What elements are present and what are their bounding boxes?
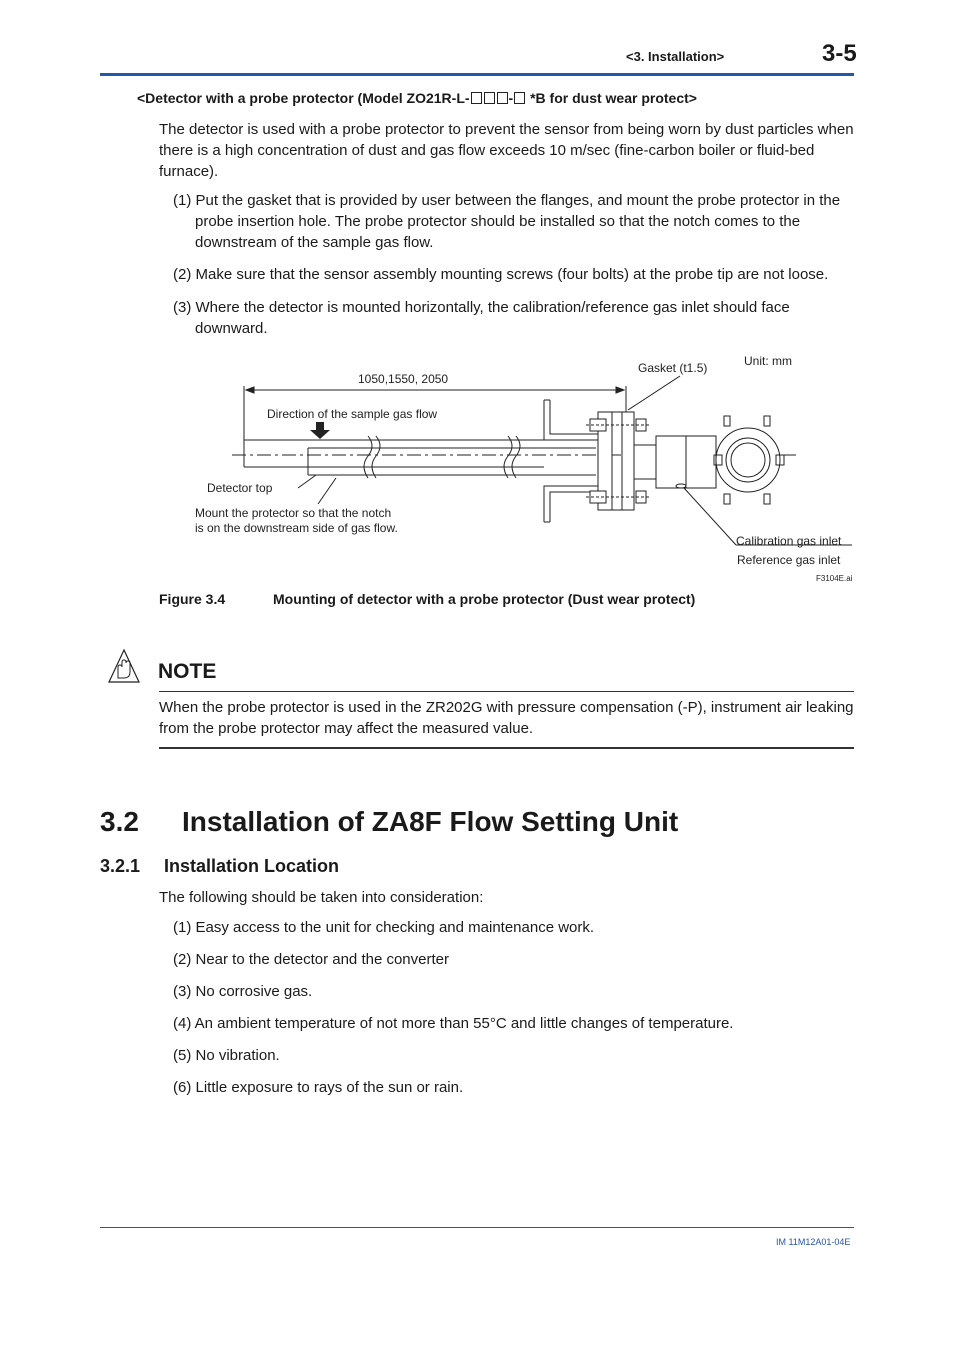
length-label: 1050,1550, 2050	[358, 372, 449, 386]
header-rule	[100, 73, 854, 76]
detector-top-label: Detector top	[207, 481, 273, 495]
subheading-prefix: <Detector with a probe protector (Model ZO21R-L-	[137, 90, 470, 106]
detector-step-3: (3) Where the detector is mounted horizontally, the calibration/reference gas inlet should face downward.	[173, 299, 790, 337]
location-item-5: (5) No vibration.	[173, 1047, 280, 1064]
unit-label: Unit: mm	[744, 354, 792, 368]
placeholder-box	[471, 92, 482, 104]
subheading-suffix: *B for dust wear protect>	[526, 90, 697, 106]
running-header-chapter: <3. Installation>	[626, 49, 725, 64]
figure-caption: Mounting of detector with a probe protector (Dust wear protect)	[273, 591, 696, 607]
detector-step-2: (2) Make sure that the sensor assembly mounting screws (four bolts) at the probe tip are not loose.	[173, 266, 829, 283]
document-id: IM 11M12A01-04E	[776, 1237, 851, 1247]
placeholder-box	[497, 92, 508, 104]
detector-subheading	[137, 90, 697, 106]
subheading-dash: -	[508, 90, 514, 106]
note-title: NOTE	[158, 660, 217, 683]
mount-note-line2: is on the downstream side of gas flow.	[195, 521, 398, 535]
reference-label: Reference gas inlet	[737, 553, 841, 567]
gas-flow-arrow-icon	[310, 422, 330, 439]
direction-label: Direction of the sample gas flow	[267, 407, 438, 421]
detector-intro: The detector is used with a probe protector to prevent the sensor from being worn by dust particles when there is a high concentration of dust and gas flow exceeds 10 m/sec (fine-carbon boiler or fluid-bed furnace).	[159, 121, 854, 180]
section-title: Installation of ZA8F Flow Setting Unit	[182, 806, 679, 837]
hand-caution-icon	[107, 648, 141, 684]
page-number: 3-5	[822, 40, 857, 67]
subsection-number: 3.2.1	[100, 856, 141, 876]
placeholder-box	[484, 92, 495, 104]
location-intro: The following should be taken into consideration:	[159, 889, 484, 906]
note-text: When the probe protector is used in the ZR202G with pressure compensation (-P), instrument air leaking from the probe protector may affect the measured value.	[159, 699, 854, 737]
figure-file-id: F3104E.ai	[816, 574, 853, 583]
location-item-3: (3) No corrosive gas.	[173, 983, 313, 1000]
subsection-title: Installation Location	[164, 856, 340, 876]
detector-step-1: (1) Put the gasket that is provided by user between the flanges, and mount the probe protector in the probe insertion hole. The probe protector should be installed so that the notch comes to the downstream of the sample gas flow.	[173, 192, 841, 251]
location-item-2: (2) Near to the detector and the converter	[173, 951, 449, 968]
figure-3-4-drawing	[180, 350, 860, 590]
note-rule-top	[159, 691, 854, 692]
footer-rule	[100, 1227, 854, 1228]
gasket-label: Gasket (t1.5)	[638, 361, 708, 375]
note-rule-bottom	[159, 747, 854, 749]
mount-note-line1: Mount the protector so that the notch	[195, 506, 392, 520]
location-item-4: (4) An ambient temperature of not more than 55°C and little changes of temperature.	[173, 1015, 734, 1032]
placeholder-box	[514, 92, 525, 104]
location-item-1: (1) Easy access to the unit for checking and maintenance work.	[173, 919, 595, 936]
figure-number: Figure 3.4	[159, 591, 226, 607]
section-number: 3.2	[100, 806, 139, 837]
calibration-label: Calibration gas inlet	[736, 534, 842, 548]
location-item-6: (6) Little exposure to rays of the sun or rain.	[173, 1079, 464, 1096]
